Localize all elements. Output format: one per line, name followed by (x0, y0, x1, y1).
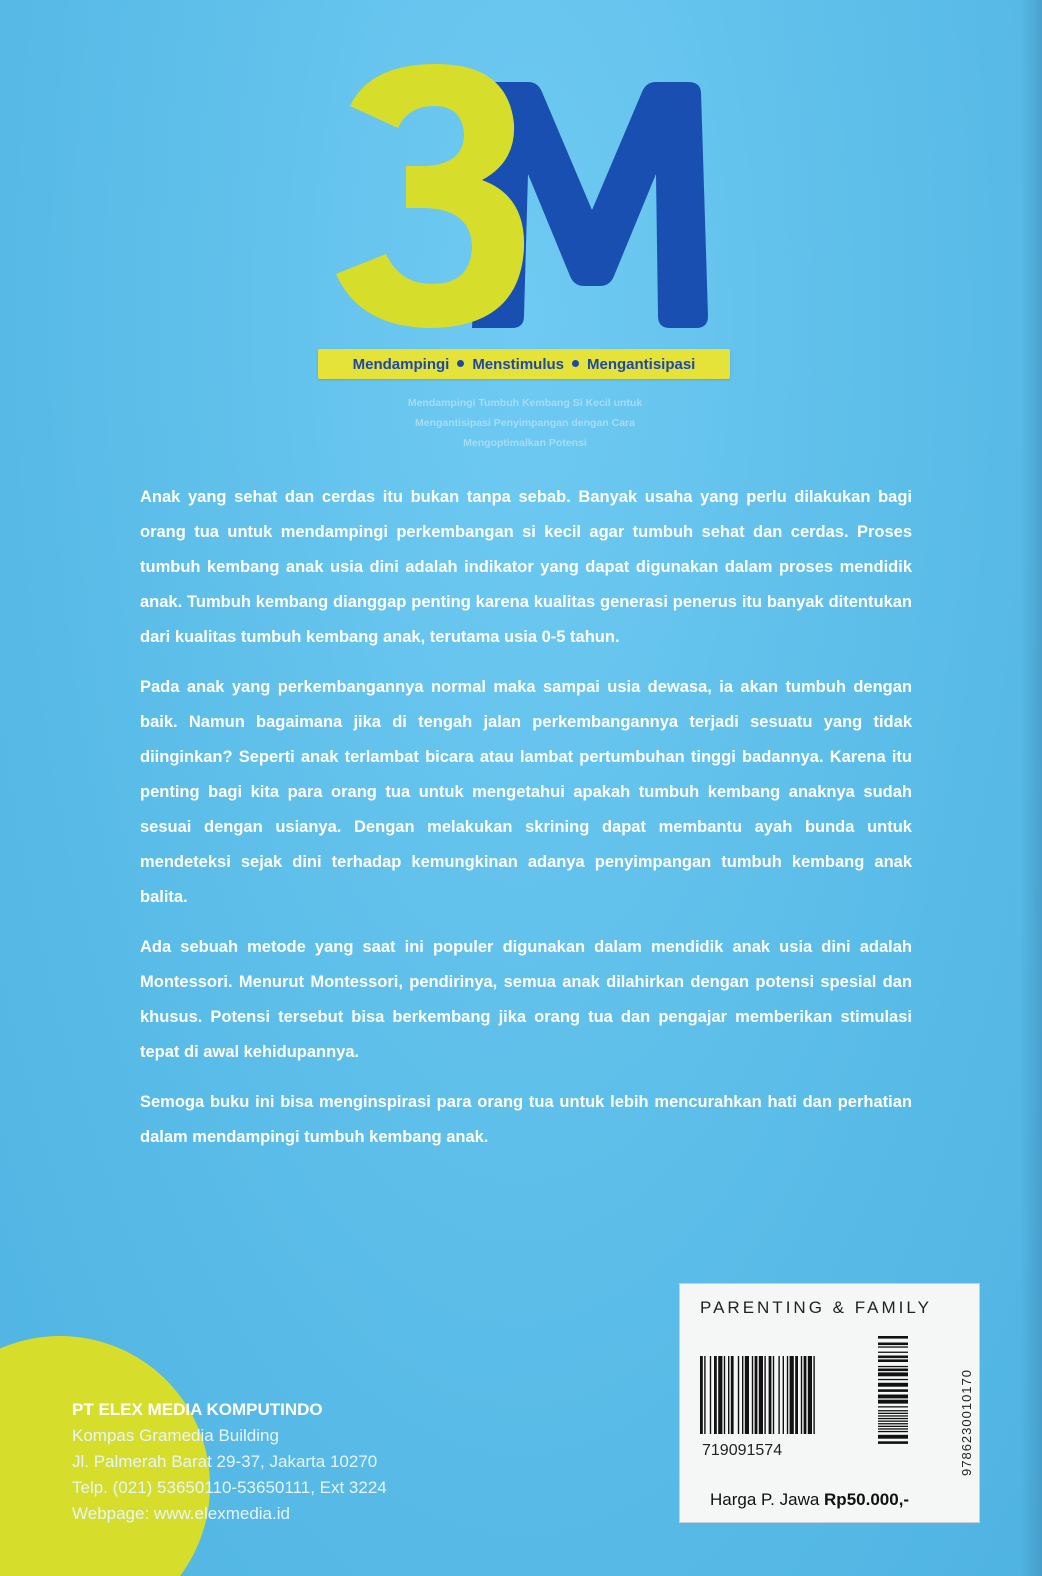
isbn-barcode-bar (878, 1369, 908, 1372)
subtitle-line: Mendampingi Tumbuh Kembang Si Kecil untuk (407, 397, 643, 409)
barcode-bar (783, 1356, 784, 1434)
barcode-number: 719091574 (702, 1442, 783, 1459)
bullet-dot-icon (572, 360, 579, 367)
barcode-main-graphic (700, 1356, 850, 1434)
isbn-barcode-bar (878, 1406, 908, 1407)
barcode-bar (724, 1356, 725, 1434)
isbn-barcode-bar (878, 1426, 908, 1427)
barcode-bar (738, 1356, 739, 1434)
barcode-bar (718, 1356, 722, 1434)
barcode-bar (714, 1356, 717, 1434)
barcode-bar (801, 1356, 802, 1434)
isbn-barcode-bar (878, 1389, 908, 1392)
blurb-paragraph: Ada sebuah metode yang saat ini populer digunakan dalam mendidik anak usia dini adalah Montessori. Menurut Montessori, pendirinya, semua anak dilahirkan dengan potensi spesial dan khusus. Potensi tersebut bisa berkembang jika orang tua dan pengajar memberikan stimulasi tepat di awal kehidupannya. (140, 938, 912, 1061)
publisher-phone: Telp. (021) 53650110-53650111, Ext 3224 (72, 1478, 387, 1497)
logo-text-digit: 3 (330, 62, 331, 63)
barcode-bar (700, 1356, 703, 1434)
barcode-bar (728, 1356, 729, 1434)
price-value: Rp50.000,- (824, 1490, 910, 1509)
tagline-bar (318, 349, 730, 379)
barcode-bar (795, 1356, 798, 1434)
subtitle (330, 393, 720, 453)
isbn-barcode-bar (878, 1379, 908, 1380)
isbn-barcode-bar (878, 1356, 908, 1359)
isbn-barcode-bar (878, 1410, 908, 1411)
isbn-barcode-bar (878, 1352, 908, 1353)
isbn-number: 9786230010170 (959, 1369, 974, 1476)
isbn-barcode-bar (878, 1431, 908, 1432)
isbn-barcode-icon (878, 1336, 956, 1476)
isbn-barcode-bar (878, 1343, 908, 1346)
tagline-item-3: Mengantisipasi (587, 355, 696, 373)
barcode-bar (808, 1356, 812, 1434)
isbn-barcode-bar (878, 1383, 908, 1387)
barcode-bar (790, 1356, 794, 1434)
subtitle-line: Mengoptimalkan Potensi (463, 437, 587, 449)
isbn-barcode-bar (878, 1413, 908, 1414)
blurb-paragraph: Pada anak yang perkembangannya normal maka sampai usia dewasa, ia akan tumbuh dengan baik. Namun bagaimana jika di tengah jalan perkembangannya terjadi sesuatu yang tidak diinginkan? Seperti anak terlambat bicara atau lambat pertumbuhan tinggi badannya. Karena itu penting bagi kita para orang tua untuk mengetahui apakah tumbuh kembang anaknya sudah sesuai dengan usianya. Dengan melakukan skrining dapat membantu ayah bunda untuk mendeteksi sejak dini terhadap kemungkinan adanya penyimpangan tumbuh kembang anak balita. (140, 678, 912, 906)
blurb-text (140, 480, 912, 1170)
barcode-bar (742, 1356, 743, 1434)
isbn-barcode-bar (878, 1441, 908, 1444)
publisher-building: Kompas Gramedia Building (72, 1426, 279, 1445)
barcode-bar (773, 1356, 774, 1434)
publisher-info (72, 1397, 492, 1527)
blurb-paragraph: Anak yang sehat dan cerdas itu bukan tanpa sebab. Banyak usaha yang perlu dilakukan bagi orang tua untuk mendampingi perkembangan si kecil agar tumbuh sehat dan cerdas. Proses tumbuh kembang anak usia dini adalah indikator yang dapat digunakan dalam proses mendidik anak. Tumbuh kembang dianggap penting karena kualitas generasi penerus itu banyak ditentukan dari kualitas tumbuh kembang anak, terutama usia 0-5 tahun. (140, 488, 912, 646)
barcode-bar (755, 1356, 758, 1434)
barcode-bar (804, 1356, 807, 1434)
barcode-bar (731, 1356, 734, 1434)
barcode-bar (813, 1356, 814, 1434)
isbn-barcode-bar (878, 1359, 908, 1362)
isbn-barcode-bar (878, 1435, 908, 1439)
category-label: PARENTING & FAMILY (700, 1298, 932, 1317)
barcode-bar (764, 1356, 765, 1434)
isbn-barcode-bar (878, 1395, 908, 1399)
tagline-item-2: Menstimulus (472, 355, 564, 373)
barcode-bar (769, 1356, 772, 1434)
barcode-bar (759, 1356, 763, 1434)
isbn-barcode-bar (878, 1423, 908, 1424)
isbn-barcode-bar (878, 1415, 908, 1416)
logo-digit-3 (336, 64, 524, 328)
isbn-barcode-bar (878, 1372, 908, 1376)
barcode-bar (752, 1356, 753, 1434)
price-label: Harga P. Jawa (710, 1490, 825, 1509)
logo-3m (330, 62, 710, 332)
isbn-barcode-bar (878, 1421, 908, 1422)
bullet-dot-icon (457, 360, 464, 367)
price (710, 1490, 909, 1510)
blurb-paragraph: Semoga buku ini bisa menginspirasi para orang tua untuk lebih mencurahkan hati dan perhatian dalam mendampingi tumbuh kembang anak. (140, 1093, 912, 1146)
barcode-bar (710, 1356, 711, 1434)
barcode-icon (700, 1356, 850, 1434)
publisher-address: Jl. Palmerah Barat 29-37, Jakarta 10270 (72, 1452, 378, 1471)
isbn-barcode-bar (878, 1336, 908, 1339)
publisher-name: PT ELEX MEDIA KOMPUTINDO (72, 1400, 323, 1419)
barcode-bar (787, 1356, 788, 1434)
logo-graphic (330, 62, 710, 332)
isbn-barcode-graphic (878, 1336, 908, 1476)
isbn-barcode-bar (878, 1366, 908, 1367)
isbn-barcode-bar (878, 1346, 908, 1347)
barcode-bar (778, 1356, 779, 1434)
isbn-barcode-bar (878, 1400, 908, 1404)
barcode-bar (745, 1356, 749, 1434)
barcode-bar (704, 1356, 705, 1434)
barcode-label (679, 1283, 980, 1523)
subtitle-line: Mengantisipasi Penyimpangan dengan Cara (415, 417, 635, 429)
isbn-barcode-bar (878, 1418, 908, 1419)
tagline-item-1: Mendampingi (352, 355, 450, 373)
publisher-web: Webpage: www.elexmedia.id (72, 1504, 290, 1523)
spine-shadow (1020, 0, 1042, 1576)
isbn-barcode-bar (878, 1428, 908, 1429)
